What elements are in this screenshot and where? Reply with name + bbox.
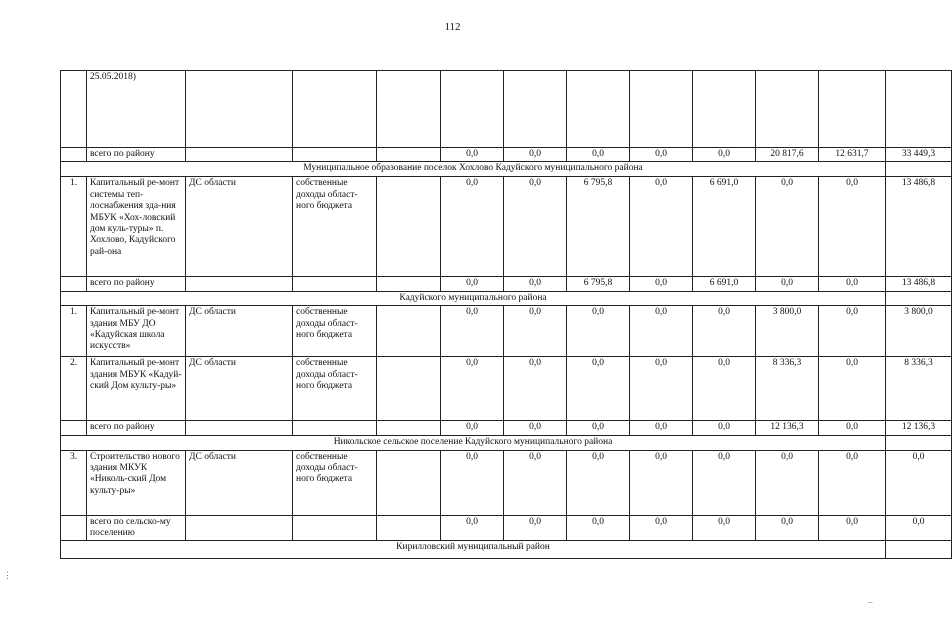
finance-cell: собственные доходы област-ного бюджета [293, 177, 377, 277]
object-name: Капитальный ре-монт здания МБУ ДО «Кадуйская школа искусств» [87, 306, 186, 357]
table-body [61, 71, 952, 559]
value-cell: 0,0 [693, 357, 756, 421]
row-number: 2. [61, 357, 87, 421]
value-cell: 3 800,0 [886, 306, 952, 357]
value-cell: 0,0 [441, 515, 504, 541]
value-cell: 0,0 [630, 357, 693, 421]
finance-cell: собственные доходы област-ного бюджета [293, 306, 377, 357]
value-cell: 0,0 [441, 306, 504, 357]
budget-table [60, 70, 952, 559]
empty-cell [377, 148, 441, 162]
row-number: 1. [61, 177, 87, 277]
value-cell: 20 817,6 [756, 148, 819, 162]
table-row-data [61, 306, 952, 357]
source-cell [186, 277, 293, 291]
value-cell: 0,0 [756, 515, 819, 541]
value-cell [756, 71, 819, 148]
value-cell [567, 71, 630, 148]
empty-cell [886, 435, 952, 450]
value-cell: 3 800,0 [756, 306, 819, 357]
value-cell: 0,0 [441, 148, 504, 162]
value-cell: 0,0 [567, 450, 630, 515]
source-cell [186, 421, 293, 435]
value-cell: 0,0 [756, 277, 819, 291]
empty-cell [377, 177, 441, 277]
value-cell: 0,0 [504, 277, 567, 291]
table-row-data [61, 450, 952, 515]
value-cell: 0,0 [441, 177, 504, 277]
value-cell: 0,0 [693, 306, 756, 357]
table-row-total [61, 515, 952, 541]
value-cell: 0,0 [693, 421, 756, 435]
value-cell: 0,0 [630, 421, 693, 435]
value-cell: 0,0 [567, 148, 630, 162]
table-row-section [61, 435, 952, 450]
total-label: всего по сельско-му поселению [87, 515, 186, 541]
total-label: всего по району [87, 277, 186, 291]
value-cell: 0,0 [630, 450, 693, 515]
table-row-total [61, 277, 952, 291]
value-cell [504, 71, 567, 148]
value-cell: 0,0 [441, 450, 504, 515]
row-number [61, 71, 87, 148]
value-cell: 0,0 [504, 177, 567, 277]
value-cell: 13 486,8 [886, 277, 952, 291]
finance-cell [293, 515, 377, 541]
value-cell: 13 486,8 [886, 177, 952, 277]
row-number [61, 515, 87, 541]
value-cell: 6 691,0 [693, 277, 756, 291]
empty-cell [886, 162, 952, 177]
value-cell: 0,0 [819, 421, 886, 435]
finance-cell: собственные доходы област-ного бюджета [293, 450, 377, 515]
table-row-total [61, 421, 952, 435]
total-label: всего по району [87, 148, 186, 162]
value-cell: 0,0 [504, 450, 567, 515]
source-cell: ДС области [186, 306, 293, 357]
finance-cell [293, 421, 377, 435]
value-cell: 0,0 [504, 306, 567, 357]
value-cell: 0,0 [819, 306, 886, 357]
row-number: 1. [61, 306, 87, 357]
table-row-data [61, 357, 952, 421]
value-cell: 0,0 [886, 450, 952, 515]
source-cell: ДС области [186, 357, 293, 421]
value-cell: 12 136,3 [886, 421, 952, 435]
value-cell: 0,0 [693, 148, 756, 162]
value-cell: 0,0 [567, 357, 630, 421]
empty-cell [886, 291, 952, 305]
value-cell: 33 449,3 [886, 148, 952, 162]
value-cell: 0,0 [630, 277, 693, 291]
value-cell: 6 795,8 [567, 177, 630, 277]
table-row-data [61, 71, 952, 148]
value-cell: 8 336,3 [886, 357, 952, 421]
value-cell: 0,0 [504, 515, 567, 541]
table-row-section [61, 541, 952, 559]
value-cell: 0,0 [567, 421, 630, 435]
value-cell: 6 691,0 [693, 177, 756, 277]
section-title: Кирилловский муниципальный район [61, 541, 886, 559]
margin-mark-left: ⋮ [3, 570, 12, 580]
value-cell [441, 71, 504, 148]
finance-cell: собственные доходы област-ного бюджета [293, 357, 377, 421]
value-cell: 0,0 [819, 515, 886, 541]
source-cell: ДС области [186, 177, 293, 277]
value-cell: 0,0 [630, 515, 693, 541]
finance-cell [293, 277, 377, 291]
value-cell: 0,0 [819, 450, 886, 515]
empty-cell [377, 357, 441, 421]
section-title: Никольское сельское поселение Кадуйского муниципального района [61, 435, 886, 450]
page-number: 112 [444, 21, 461, 33]
value-cell: 0,0 [504, 357, 567, 421]
source-cell [186, 515, 293, 541]
value-cell: 0,0 [630, 148, 693, 162]
value-cell: 12 631,7 [819, 148, 886, 162]
source-cell: ДС области [186, 450, 293, 515]
finance-cell [293, 148, 377, 162]
row-number [61, 148, 87, 162]
value-cell: 0,0 [504, 148, 567, 162]
value-cell: 12 136,3 [756, 421, 819, 435]
margin-mark-right: – [868, 597, 873, 607]
value-cell: 0,0 [693, 450, 756, 515]
row-number [61, 421, 87, 435]
value-cell: 0,0 [756, 450, 819, 515]
row-number: 3. [61, 450, 87, 515]
finance-cell [293, 71, 377, 148]
object-name: Капитальный ре-монт системы теп-лоснабжения зда-ния МБУК «Хох-ловский дом куль-туры» п. Хохлово, Кадуйского рай-она [87, 177, 186, 277]
object-name: Капитальный ре-монт здания МБУК «Кадуй-ский Дом культу-ры» [87, 357, 186, 421]
value-cell: 0,0 [756, 177, 819, 277]
value-cell: 0,0 [630, 177, 693, 277]
empty-cell [377, 450, 441, 515]
section-title: Муниципальное образование поселок Хохлово Кадуйского муниципального района [61, 162, 886, 177]
value-cell [693, 71, 756, 148]
value-cell: 0,0 [441, 421, 504, 435]
object-name: 25.05.2018) [87, 71, 186, 148]
empty-cell [886, 541, 952, 559]
empty-cell [377, 421, 441, 435]
object-name: Строительство нового здания МКУК «Николь-ский Дом культу-ры» [87, 450, 186, 515]
value-cell: 0,0 [819, 177, 886, 277]
source-cell [186, 71, 293, 148]
table-row-total [61, 148, 952, 162]
value-cell: 0,0 [630, 306, 693, 357]
value-cell: 0,0 [693, 515, 756, 541]
value-cell: 0,0 [567, 515, 630, 541]
value-cell: 0,0 [567, 306, 630, 357]
total-label: всего по району [87, 421, 186, 435]
empty-cell [377, 306, 441, 357]
value-cell: 8 336,3 [756, 357, 819, 421]
row-number [61, 277, 87, 291]
value-cell: 0,0 [886, 515, 952, 541]
section-title: Кадуйского муниципального района [61, 291, 886, 305]
table-row-section [61, 291, 952, 305]
value-cell: 0,0 [504, 421, 567, 435]
value-cell [819, 71, 886, 148]
table-row-section [61, 162, 952, 177]
empty-cell [377, 71, 441, 148]
value-cell [630, 71, 693, 148]
empty-cell [377, 515, 441, 541]
value-cell: 0,0 [819, 277, 886, 291]
value-cell: 0,0 [441, 357, 504, 421]
source-cell [186, 148, 293, 162]
value-cell [886, 71, 952, 148]
table-row-data [61, 177, 952, 277]
value-cell: 0,0 [441, 277, 504, 291]
empty-cell [377, 277, 441, 291]
value-cell: 6 795,8 [567, 277, 630, 291]
value-cell: 0,0 [819, 357, 886, 421]
